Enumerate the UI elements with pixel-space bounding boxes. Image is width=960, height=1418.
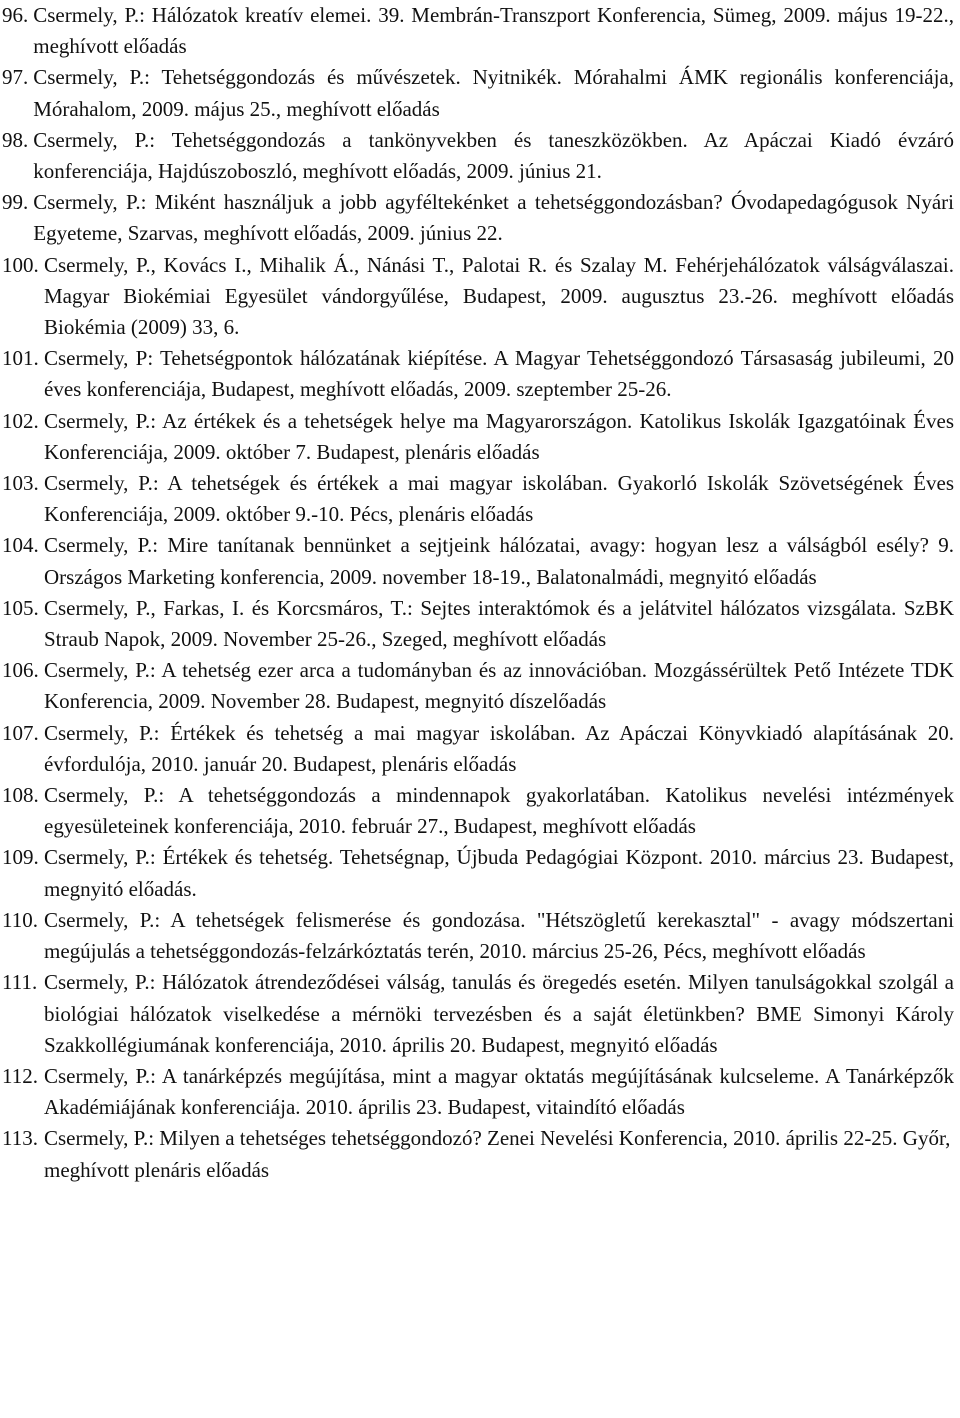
entry-text: Csermely, P.: A tanárképzés megújítása, mint a magyar oktatás megújításának kulcseleme. A Tanárképzők Akadémiájának konferenciája. 2010. április 23. Budapest, vitaindító előadás — [44, 1063, 954, 1120]
entry-number: 104. — [2, 533, 39, 558]
list-item — [2, 1123, 954, 1185]
list-item — [2, 0, 954, 62]
entry-number: 100. — [2, 252, 39, 277]
entry-number: 105. — [2, 595, 39, 620]
entry-text: Csermely, P.: Értékek és tehetség. Tehetségnap, Újbuda Pedagógiai Központ. 2010. március 23. Budapest, megnyitó előadás. — [44, 845, 954, 901]
entry-number: 103. — [2, 471, 39, 496]
list-item — [2, 468, 954, 530]
entry-number: 108. — [2, 783, 39, 808]
entry-text: Csermely, P.: Miként használjuk a jobb agyféltekénket a tehetséggondozásban? Óvodapedagógusok Nyári Egyeteme, Szarvas, meghívott előadás, 2009. június 22. — [33, 190, 954, 246]
list-item — [2, 343, 954, 405]
list-item — [2, 125, 954, 187]
entry-text: Csermely, P.: Mire tanítanak bennünket a sejtjeink hálózatai, avagy: hogyan lesz a válságból esély? 9. Országos Marketing konferencia, 2009. november 18-19., Balatonalmádi, megnyitó előadás — [44, 533, 954, 589]
entry-text: Csermely, P.: Az értékek és a tehetségek helye ma Magyarországon. Katolikus Iskolák Igazgatóinak Éves Konferenciája, 2009. október 7. Budapest, plenáris előadás — [44, 408, 954, 464]
entry-text: Csermely, P.: Milyen a tehetséges tehetséggondozó? Zenei Nevelési Konferencia, 2010. április 22-25. Győr, meghívott plenáris előadás — [44, 1126, 951, 1182]
list-item — [2, 187, 954, 249]
list-item — [2, 250, 954, 344]
entry-text: Csermely, P.: A tehetségek és értékek a mai magyar iskolában. Gyakorló Iskolák Szövetségének Éves Konferenciája, 2009. október 9.-10. Pécs, plenáris előadás — [44, 471, 954, 527]
list-item — [2, 842, 954, 904]
entry-number: 97. — [2, 65, 29, 90]
entry-text: Csermely, P: Tehetségpontok hálózatának kiépítése. A Magyar Tehetséggondozó Társasaság jubileumi, 20 éves konferenciája, Budapest, meghívott előadás, 2009. szeptember 25-26. — [44, 346, 954, 402]
entry-number: 96. — [2, 3, 29, 27]
list-item — [2, 655, 954, 717]
entry-number: 101. — [2, 346, 39, 371]
entry-text: Csermely, P., Farkas, I. és Korcsmáros, T.: Sejtes interaktómok és a jelátvitel hálózatos vizsgálata. SzBK Straub Napok, 2009. November 25-26., Szeged, meghívott előadás — [44, 595, 954, 652]
entry-text: Csermely, P.: A tehetség ezer arca a tudományban és az innovációban. Mozgássérültek Pető Intézete TDK Konferencia, 2009. November 28. Budapest, megnyitó díszelőadás — [44, 658, 954, 714]
list-item — [2, 62, 954, 124]
list-item — [2, 905, 954, 967]
entry-number: 111. — [2, 970, 38, 995]
entry-number: 102. — [2, 408, 39, 433]
list-item — [2, 530, 954, 592]
entry-text: Csermely, P., Kovács I., Mihalik Á., Nánási T., Palotai R. és Szalay M. Fehérjehálózatok válságválaszai. Magyar Biokémiai Egyesület vándorgyűlése, Budapest, 2009. augusztus 23.-26. meghívott előadás Biokémia (2009) 33, 6. — [44, 252, 954, 340]
entry-text: Csermely, P.: Tehetséggondozás és művészetek. Nyitnikék. Mórahalmi ÁMK regionális konferenciája, Mórahalom, 2009. május 25., meghívott előadás — [33, 65, 954, 121]
list-item — [2, 780, 954, 842]
entry-number: 110. — [2, 907, 38, 932]
list-item — [2, 1061, 954, 1123]
entry-number: 99. — [2, 190, 29, 215]
entry-number: 107. — [2, 720, 39, 745]
entry-text: Csermely, P.: Hálózatok átrendeződései válság, tanulás és öregedés esetén. Milyen tanulságokkal szolgál a biológiai hálózatok viselkedése a mérnöki tervezésben és a saját életünkben? BME Simonyi Károly Szakkollégiumának konferenciája, 2010. április 20. Budapest, megnyitó előadás — [44, 970, 954, 1057]
entry-number: 109. — [2, 845, 39, 870]
entry-number: 98. — [2, 127, 29, 152]
list-item — [2, 718, 954, 780]
list-item — [2, 593, 954, 655]
entry-number: 112. — [2, 1063, 38, 1088]
entry-text: Csermely, P.: A tehetségek felismerése és gondozása. "Hétszögletű kerekasztal" - avagy módszertani megújulás a tehetséggondozás-felzárkóztatás terén, 2010. március 25-26, Pécs, meghívott előadás — [44, 907, 954, 964]
entry-text: Csermely, P.: Hálózatok kreatív elemei. 39. Membrán-Transzport Konferencia, Sümeg, 2009. május 19-22., meghívott előadás — [33, 3, 954, 59]
entry-text: Csermely, P.: Tehetséggondozás a tankönyvekben és taneszközökben. Az Apáczai Kiadó évzáró konferenciája, Hajdúszoboszló, meghívott előadás, 2009. június 21. — [33, 127, 954, 184]
entry-text: Csermely, P.: A tehetséggondozás a mindennapok gyakorlatában. Katolikus nevelési intézmények egyesületeinek konferenciája, 2010. február 27., Budapest, meghívott előadás — [44, 783, 954, 839]
list-item — [2, 406, 954, 468]
entry-text: Csermely, P.: Értékek és tehetség a mai magyar iskolában. Az Apáczai Könyvkiadó alapításának 20. évfordulója, 2010. január 20. Budapest, plenáris előadás — [44, 720, 954, 776]
entry-number: 113. — [2, 1126, 38, 1151]
list-item — [2, 967, 954, 1061]
entry-number: 106. — [2, 658, 39, 683]
